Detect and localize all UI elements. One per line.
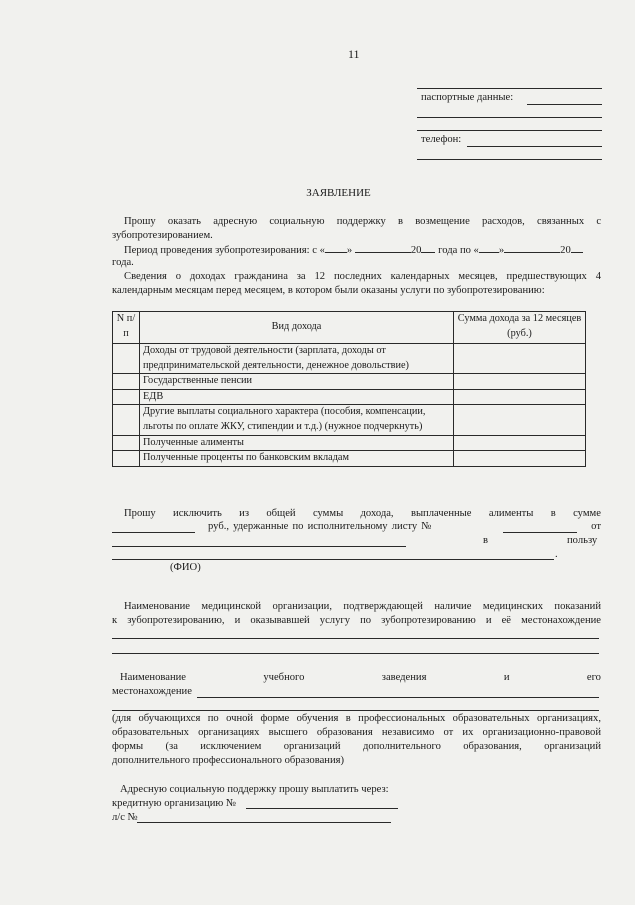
income-intro-line-1: Сведения о доходах гражданина за 12 последних календарных месяцев, предшествующих 4 [124,271,601,282]
table-header-row [113,312,586,344]
medical-field-1[interactable] [112,638,599,639]
row-num-cell [113,374,140,390]
header-income-type: Вид дохода [140,312,454,344]
row-income-type: Доходы от трудовой деятельности (зарплата, доходы от предпринимательской деятельности, денежное довольствие) [140,344,454,374]
row-num-cell [113,389,140,405]
row-sum-field[interactable] [454,389,586,405]
education-field-1[interactable] [197,697,599,698]
education-field-2[interactable] [112,710,599,711]
request-line-1: Прошу оказать адресную социальную поддержку в возмещение расходов, связанных с [124,216,602,227]
medical-field-2[interactable] [112,653,599,654]
alimony-amount-field[interactable] [112,532,195,533]
exclude-line-2: руб., удержанные по исполнительному листу № от [208,521,601,532]
medical-line-1: Наименование медицинской организации, подтверждающей наличие медицинских показаний [124,601,601,612]
favor-label: пользу [567,535,598,546]
period-start-day-field[interactable] [325,243,347,253]
table-row [113,374,586,390]
table-row [113,451,586,467]
row-sum-field[interactable] [454,435,586,451]
table-row [113,435,586,451]
period-end-day-field[interactable] [479,243,499,253]
writ-number-field[interactable] [503,532,577,533]
request-line-2: зубопротезированием. [112,230,213,241]
page-number: 11 [348,47,360,61]
row-sum-field[interactable] [454,344,586,374]
row-income-type: Другие выплаты социального характера (пособия, компенсации, льготы по оплате ЖКУ, стипендии и т.д.) (нужное подчеркнуть) [140,405,454,435]
income-intro-line-2: календарным месяцам перед месяцем, в котором были оказаны услуги по зубопротезированию: [112,285,545,296]
education-note-3: формы (за исключением организаций дополнительного образования, организаций [112,741,602,752]
education-line-1: Наименование учебного заведения и его [120,672,601,683]
period-end-year-field[interactable] [571,243,583,253]
exclude-line-1: Прошу исключить из общей суммы дохода, выплаченные алименты в сумме [124,508,601,519]
header-line-1 [417,88,602,89]
education-note-2: образовательных организациях высшего образования независимо от их организационно-правовой [112,727,601,738]
recipient-field[interactable] [112,559,554,560]
passport-field[interactable] [527,104,602,105]
period-start-year-field[interactable] [421,243,435,253]
row-sum-field[interactable] [454,405,586,435]
row-sum-field[interactable] [454,374,586,390]
period-start-month-field[interactable] [355,243,411,253]
row-num-cell [113,435,140,451]
row-num-cell [113,451,140,467]
header-income-sum: Сумма дохода за 12 месяцев (руб.) [454,312,586,344]
header-line-2[interactable] [417,117,602,118]
row-income-type: Полученные алименты [140,435,454,451]
table-row [113,389,586,405]
payment-line-3: л/с № [112,812,138,823]
in-label: в [483,535,489,546]
row-income-type: ЕДВ [140,389,454,405]
education-note-4: дополнительного профессионального образования) [112,755,345,766]
medical-line-2: к зубопротезированию, и оказывавшей услугу по зубопротезированию и её местонахождение [112,615,601,626]
phone-field[interactable] [467,146,602,147]
payment-line-1: Адресную социальную поддержку прошу выплатить через: [120,784,389,795]
recipient-dot: . [555,549,558,560]
phone-label: телефон: [421,134,462,145]
row-num-cell [113,344,140,374]
account-field[interactable] [137,822,391,823]
row-num-cell [113,405,140,435]
table-row [113,344,586,374]
row-income-type: Государственные пенсии [140,374,454,390]
period-end-month-field[interactable] [504,243,560,253]
fio-caption: (ФИО) [170,562,201,573]
row-income-type: Полученные проценты по банковским вкладам [140,451,454,467]
row-sum-field[interactable] [454,451,586,467]
payment-line-2: кредитную организацию № [112,798,237,809]
header-num: N п/п [113,312,140,344]
passport-label: паспортные данные: [421,92,514,103]
education-note-1: (для обучающихся по очной форме обучения в профессиональных образовательных организациях, [112,713,601,724]
credit-org-field[interactable] [246,808,398,809]
header-line-4[interactable] [417,159,602,160]
education-location-label: местонахождение [112,686,192,697]
table-row [113,405,586,435]
income-table [112,311,586,467]
period-line: Период проведения зубопротезирования: с « » 20 года по « » 20 [124,243,583,259]
writ-date-field[interactable] [112,546,406,547]
document-title: ЗАЯВЛЕНИЕ [306,187,371,199]
period-line-2: года. [112,257,134,268]
header-line-3[interactable] [417,130,602,131]
